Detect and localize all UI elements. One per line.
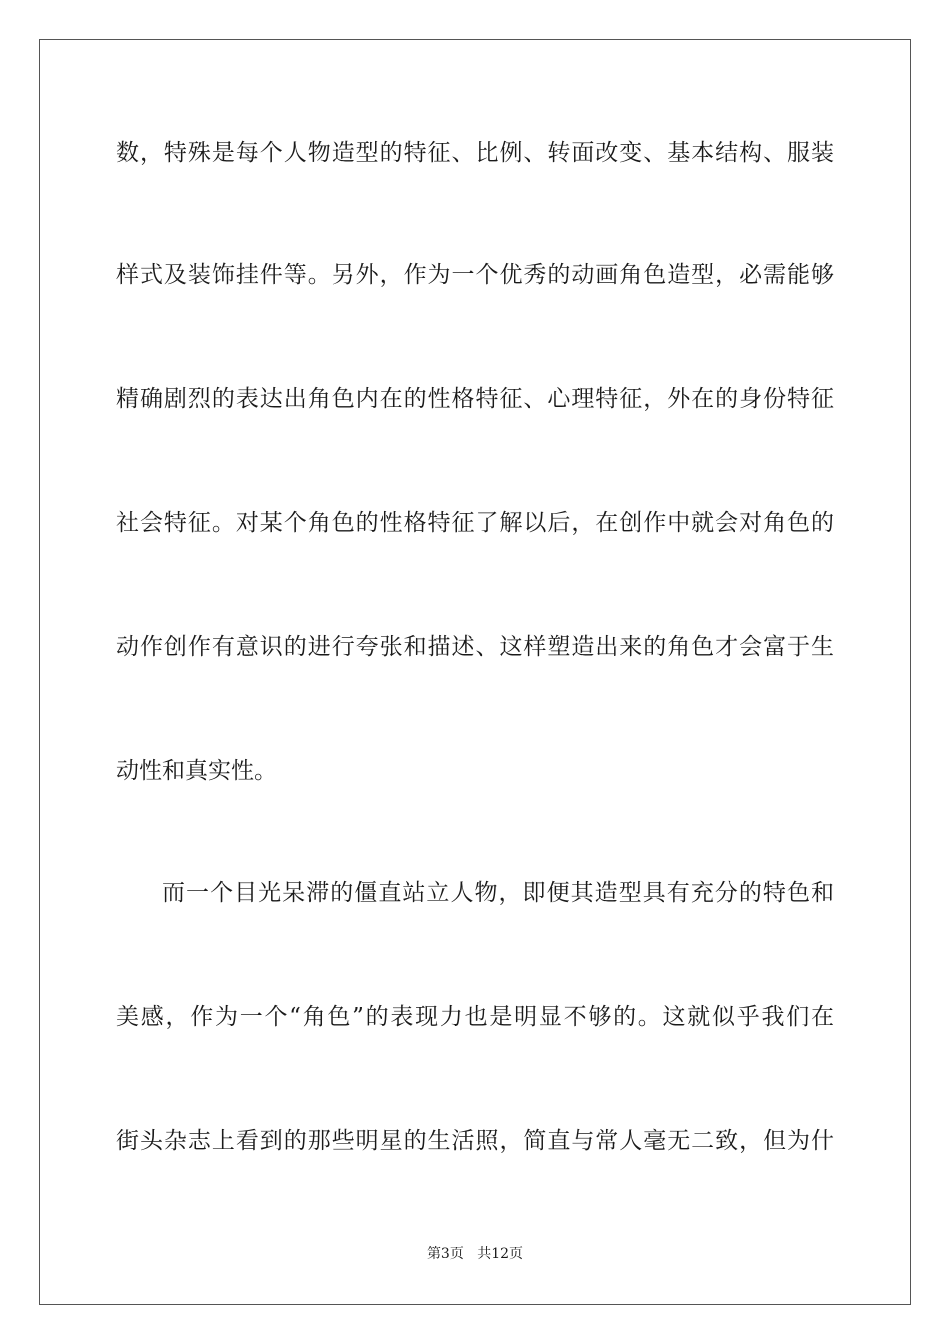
page-total: 共12页 (477, 1246, 524, 1262)
paragraph-first-line: 而一个目光呆滞的僵直站立人物，即便其造型具有充分的特色和 (162, 880, 834, 906)
body-text-line: 精确剧烈的表达出角色内在的性格特征、心理特征，外在的身份特征 (116, 386, 834, 412)
body-text-line: 数，特殊是每个人物造型的特征、比例、转面改变、基本结构、服装 (116, 140, 834, 166)
body-text-line: 动作创作有意识的进行夸张和描述、这样塑造出来的角色才会富于生 (116, 634, 834, 660)
body-text-line: 街头杂志上看到的那些明星的生活照，简直与常人毫无二致，但为什 (116, 1128, 834, 1154)
page-number: 第3页 (426, 1246, 464, 1262)
page-footer (0, 1244, 950, 1264)
body-text-line: 社会特征。对某个角色的性格特征了解以后，在创作中就会对角色的 (116, 510, 834, 536)
body-text-line: 动性和真实性。 (116, 758, 277, 784)
body-text-line: 美感，作为一个“角色”的表现力也是明显不够的。这就似乎我们在 (116, 1004, 834, 1030)
page-border (39, 39, 911, 1305)
body-text-line: 样式及装饰挂件等。另外，作为一个优秀的动画角色造型，必需能够 (116, 262, 834, 288)
